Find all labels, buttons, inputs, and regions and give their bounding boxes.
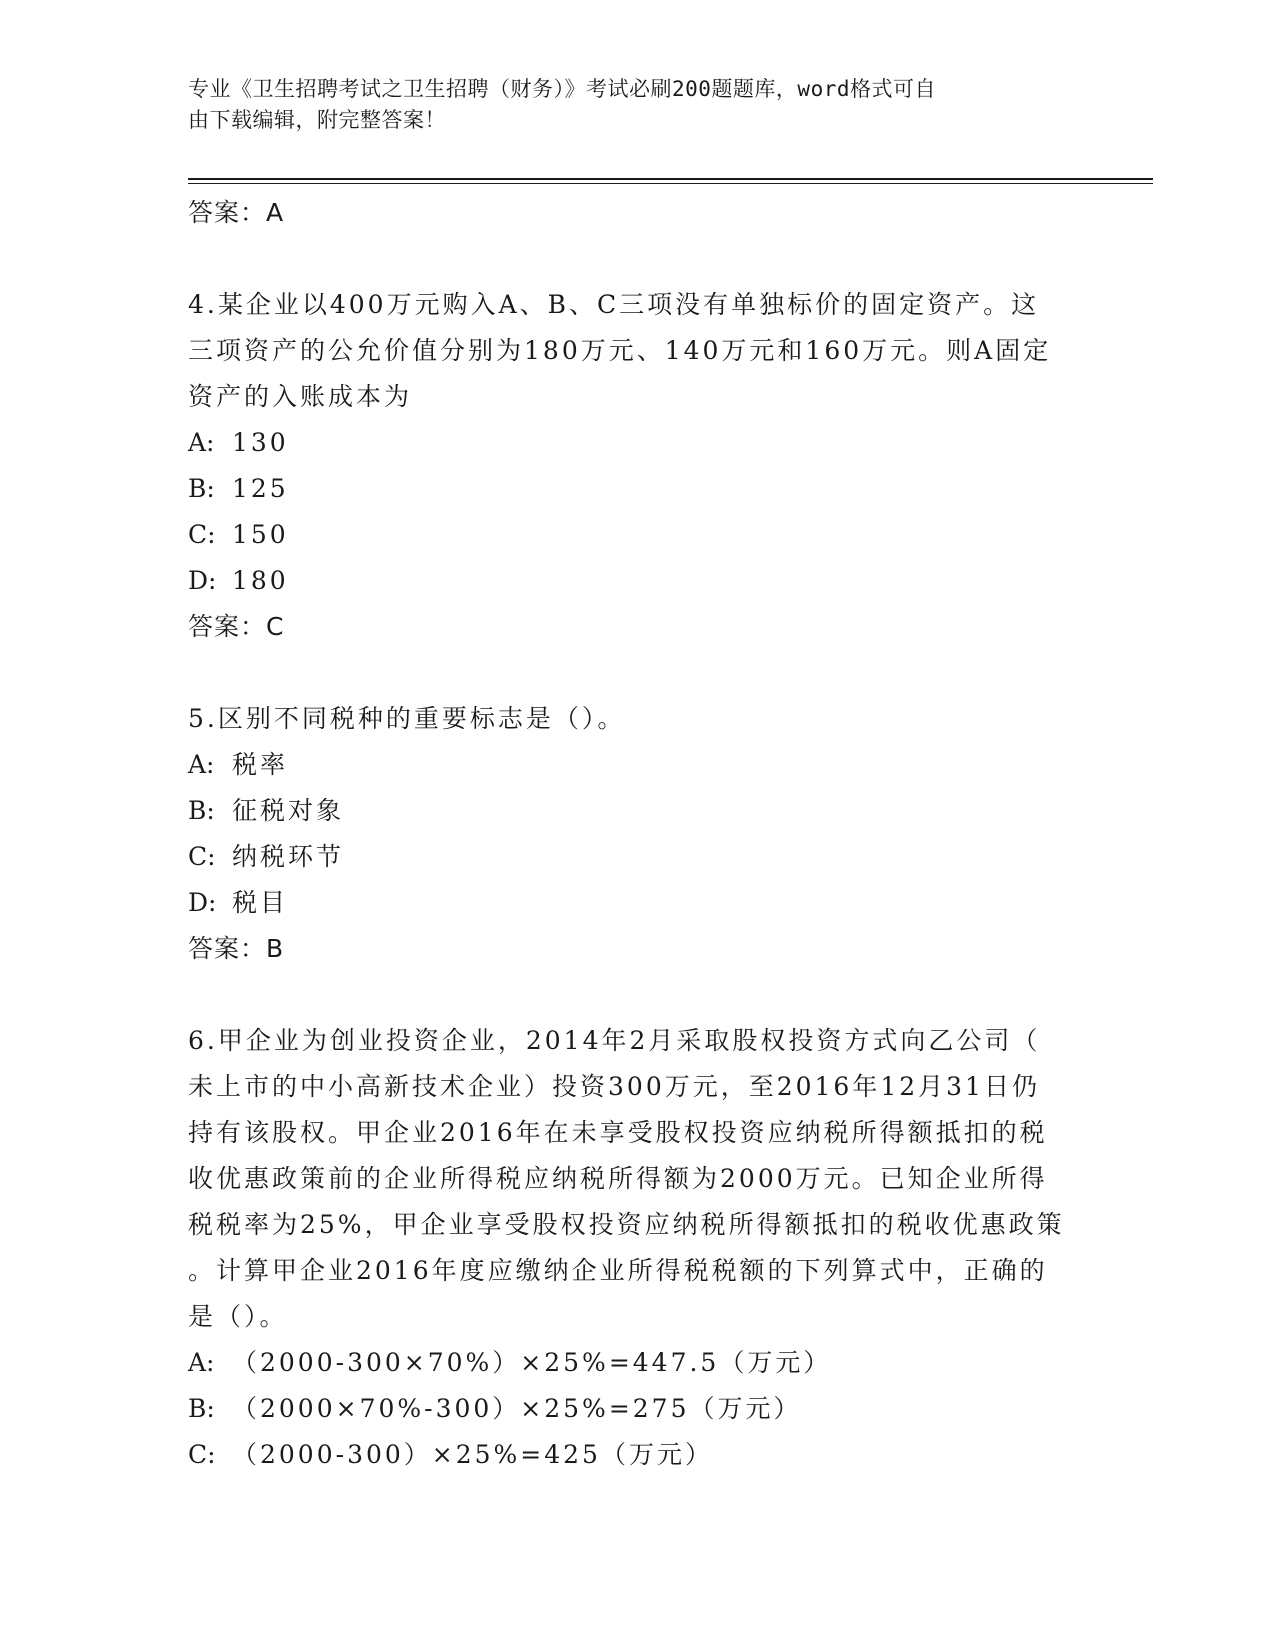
option-a — [188, 420, 1088, 466]
header-divider — [188, 178, 1153, 180]
question-stem — [188, 282, 1088, 420]
stem-line: 持有该股权。甲企业2016年在未享受股权投资应纳税所得额抵扣的税 — [188, 1118, 1048, 1147]
option-letter: B: — [188, 1394, 215, 1423]
option-letter: C: — [188, 1440, 216, 1469]
option-letter: B: — [188, 796, 215, 825]
stem-line: 资产的入账成本为 — [188, 382, 413, 411]
option-letter: D: — [188, 888, 217, 917]
spacer — [188, 650, 1088, 696]
question-stem — [188, 696, 1088, 742]
answer-line: 答案：A — [188, 198, 285, 227]
document-body — [188, 190, 1088, 1478]
option-letter: A: — [188, 750, 215, 779]
option-text: （2000×70%-300）×25%=275（万元） — [232, 1394, 802, 1423]
stem-line: 是（）。 — [188, 1302, 288, 1331]
spacer — [188, 236, 1088, 282]
option-text: （2000-300）×25%=425（万元） — [232, 1440, 713, 1469]
option-c — [188, 1432, 1088, 1478]
option-letter: D: — [188, 566, 217, 595]
option-letter: A: — [188, 1348, 215, 1377]
option-a — [188, 1340, 1088, 1386]
option-text: 130 — [232, 428, 289, 457]
option-text: 征税对象 — [232, 796, 345, 825]
stem-line: 税税率为25%，甲企业享受股权投资应纳税所得额抵扣的税收优惠政策 — [188, 1210, 1065, 1239]
document-header — [188, 74, 1068, 136]
stem-line: 三项资产的公允价值分别为180万元、140万元和160万元。则A固定 — [188, 336, 1052, 365]
option-letter: B: — [188, 474, 215, 503]
option-d — [188, 558, 1088, 604]
option-text: 税率 — [232, 750, 289, 779]
option-letter: C: — [188, 842, 216, 871]
header-divider-thin — [188, 183, 1153, 184]
option-d — [188, 880, 1088, 926]
answer-line: 答案：C — [188, 612, 285, 641]
stem-line: 5.区别不同税种的重要标志是（）。 — [188, 704, 626, 733]
question-block — [188, 282, 1088, 650]
option-b — [188, 466, 1088, 512]
answer-line: 答案：B — [188, 934, 285, 963]
option-text: 税目 — [232, 888, 289, 917]
stem-line: 6.甲企业为创业投资企业，2014年2月采取股权投资方式向乙公司（ — [188, 1026, 1041, 1055]
question-stem — [188, 1018, 1088, 1340]
option-letter: A: — [188, 428, 215, 457]
stem-line: 4.某企业以400万元购入A、B、C三项没有单独标价的固定资产。这 — [188, 290, 1040, 319]
stem-line: 未上市的中小高新技术企业）投资300万元，至2016年12月31日仍 — [188, 1072, 1040, 1101]
option-text: （2000-300×70%）×25%=447.5（万元） — [232, 1348, 832, 1377]
header-line: 专业《卫生招聘考试之卫生招聘（财务）》考试必刷200题题库，word格式可自 — [188, 77, 936, 101]
question-block — [188, 1018, 1088, 1478]
option-text: 125 — [232, 474, 289, 503]
option-a — [188, 742, 1088, 788]
option-c — [188, 512, 1088, 558]
option-text: 150 — [232, 520, 289, 549]
stem-line: 收优惠政策前的企业所得税应纳税所得额为2000万元。已知企业所得 — [188, 1164, 1048, 1193]
header-line: 由下载编辑，附完整答案！ — [188, 108, 446, 132]
option-text: 180 — [232, 566, 289, 595]
option-b — [188, 788, 1088, 834]
option-b — [188, 1386, 1088, 1432]
question-block — [188, 696, 1088, 972]
option-letter: C: — [188, 520, 216, 549]
option-c — [188, 834, 1088, 880]
stem-line: 。计算甲企业2016年度应缴纳企业所得税税额的下列算式中，正确的 — [188, 1256, 1048, 1285]
option-text: 纳税环节 — [232, 842, 345, 871]
spacer — [188, 972, 1088, 1018]
